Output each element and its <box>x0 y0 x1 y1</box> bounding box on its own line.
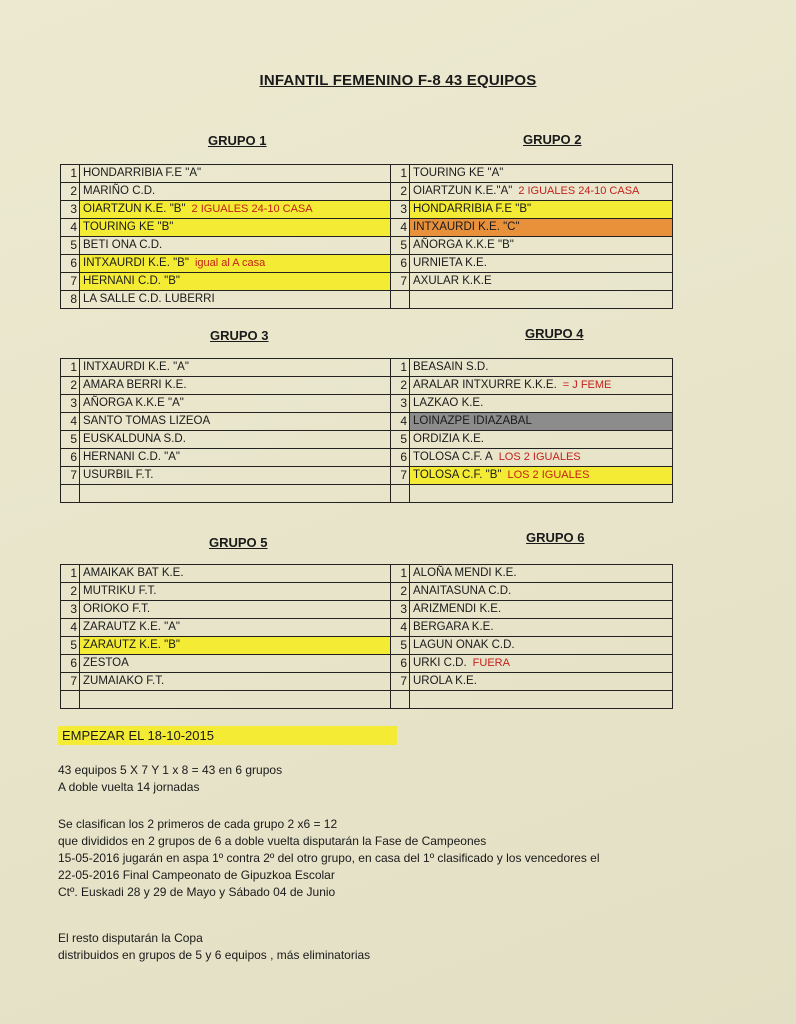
team-position: 1 <box>61 565 80 583</box>
team-name: TOLOSA C.F. "B" <box>413 469 502 481</box>
team-name: AXULAR K.K.E <box>413 275 492 287</box>
team-position: 4 <box>391 619 410 637</box>
team-cell <box>410 565 673 583</box>
team-position: 4 <box>61 619 80 637</box>
team-cell <box>80 655 391 673</box>
info-line: 15-05-2016 jugarán en aspa 1º contra 2º del otro grupo, en casa del 1º clasificado y los vencedores el <box>58 851 600 865</box>
team-position: 6 <box>391 449 410 467</box>
team-position: 3 <box>61 201 80 219</box>
team-name: HONDARRIBIA F.E "B" <box>413 203 532 215</box>
table-row <box>61 219 673 237</box>
team-cell <box>80 431 391 449</box>
team-name: OIARTZUN K.E. "B" <box>83 203 186 215</box>
team-name: LAGUN ONAK C.D. <box>413 639 515 651</box>
team-position: 2 <box>61 183 80 201</box>
team-position: 1 <box>61 359 80 377</box>
team-position: 3 <box>391 601 410 619</box>
team-position: 3 <box>61 601 80 619</box>
team-cell <box>410 395 673 413</box>
team-name: ZUMAIAKO F.T. <box>83 675 165 687</box>
table-row <box>61 691 673 709</box>
team-name: AMAIKAK BAT K.E. <box>83 567 184 579</box>
table-row <box>61 395 673 413</box>
team-cell <box>410 237 673 255</box>
team-cell <box>80 291 391 309</box>
team-position: 6 <box>61 449 80 467</box>
team-name: ORDIZIA K.E. <box>413 433 484 445</box>
team-cell <box>410 273 673 291</box>
team-name: EUSKALDUNA S.D. <box>83 433 186 445</box>
team-note: = J FEME <box>562 379 612 391</box>
team-cell <box>410 583 673 601</box>
team-name: ZARAUTZ K.E. "B" <box>83 639 180 651</box>
team-position: 7 <box>61 273 80 291</box>
team-position: 5 <box>61 431 80 449</box>
table-row <box>61 183 673 201</box>
team-position: 4 <box>391 413 410 431</box>
team-cell <box>80 377 391 395</box>
team-cell <box>410 449 673 467</box>
team-cell <box>80 201 391 219</box>
team-cell <box>410 601 673 619</box>
team-note: 2 IGUALES 24-10 CASA <box>191 203 313 215</box>
team-cell <box>80 673 391 691</box>
team-cell <box>80 359 391 377</box>
info-line: A doble vuelta 14 jornadas <box>58 780 200 794</box>
team-cell <box>80 601 391 619</box>
team-position: 6 <box>391 255 410 273</box>
team-note: FUERA <box>472 657 510 669</box>
team-note: LOS 2 IGUALES <box>507 469 590 481</box>
table-row <box>61 449 673 467</box>
table-row <box>61 583 673 601</box>
team-cell <box>80 413 391 431</box>
info-line: Se clasifican los 2 primeros de cada grupo 2 x6 = 12 <box>58 817 338 831</box>
team-position <box>61 485 80 503</box>
team-name: MUTRIKU F.T. <box>83 585 157 597</box>
group-4-title: GRUPO 4 <box>525 326 584 341</box>
team-name: INTXAURDI K.E. "A" <box>83 361 189 373</box>
team-position: 6 <box>61 655 80 673</box>
team-name: ZESTOA <box>83 657 129 669</box>
team-position: 1 <box>391 165 410 183</box>
table-row <box>61 291 673 309</box>
table-row <box>61 485 673 503</box>
team-position: 7 <box>61 673 80 691</box>
team-position: 3 <box>391 395 410 413</box>
team-position: 6 <box>391 655 410 673</box>
table-row <box>61 165 673 183</box>
info-line: Ctº. Euskadi 28 y 29 de Mayo y Sábado 04 de Junio <box>58 885 336 899</box>
team-position: 2 <box>391 583 410 601</box>
team-cell <box>410 255 673 273</box>
team-cell <box>410 291 673 309</box>
team-position: 2 <box>391 183 410 201</box>
team-name: TOLOSA C.F. A <box>413 451 493 463</box>
team-position: 4 <box>61 219 80 237</box>
team-cell <box>80 219 391 237</box>
team-name: ORIOKO F.T. <box>83 603 151 615</box>
team-position <box>391 485 410 503</box>
info-line: 22-05-2016 Final Campeonato de Gipuzkoa Escolar <box>58 868 335 882</box>
team-position: 1 <box>391 359 410 377</box>
team-position: 3 <box>61 395 80 413</box>
team-cell <box>80 583 391 601</box>
team-note: 2 IGUALES 24-10 CASA <box>518 185 640 197</box>
info-line: 43 equipos 5 X 7 Y 1 x 8 = 43 en 6 grupos <box>58 763 283 777</box>
group-2-title: GRUPO 2 <box>523 132 582 147</box>
team-name: INTXAURDI K.E. "C" <box>413 221 520 233</box>
team-cell <box>410 637 673 655</box>
info-block-2 <box>58 816 600 901</box>
team-name: ARIZMENDI K.E. <box>413 603 502 615</box>
team-position: 5 <box>61 237 80 255</box>
table-row <box>61 565 673 583</box>
team-position: 5 <box>391 431 410 449</box>
team-name: URNIETA K.E. <box>413 257 487 269</box>
team-cell <box>80 273 391 291</box>
table-row <box>61 601 673 619</box>
table-row <box>61 655 673 673</box>
info-line: que divididos en 2 grupos de 6 a doble vuelta disputarán la Fase de Campeones <box>58 834 487 848</box>
team-name: LAZKAO K.E. <box>413 397 484 409</box>
team-name: LA SALLE C.D. LUBERRI <box>83 293 215 305</box>
team-note: LOS 2 IGUALES <box>498 451 581 463</box>
team-name: URKI C.D. <box>413 657 467 669</box>
team-name: TOURING KE "B" <box>83 221 174 233</box>
team-cell <box>410 467 673 485</box>
team-position: 7 <box>391 673 410 691</box>
team-cell <box>410 183 673 201</box>
team-name: BERGARA K.E. <box>413 621 494 633</box>
team-cell <box>410 485 673 503</box>
info-line: distribuidos en grupos de 5 y 6 equipos , más eliminatorias <box>58 948 371 962</box>
team-position: 2 <box>391 377 410 395</box>
team-position: 2 <box>61 583 80 601</box>
team-cell <box>80 637 391 655</box>
team-name: AÑORGA K.K.E "A" <box>83 397 184 409</box>
team-name: USURBIL F.T. <box>83 469 154 481</box>
group-6-title: GRUPO 6 <box>526 530 585 545</box>
team-position: 5 <box>391 237 410 255</box>
team-position: 7 <box>61 467 80 485</box>
team-name: AMARA BERRI K.E. <box>83 379 187 391</box>
team-cell <box>410 673 673 691</box>
group-5-title: GRUPO 5 <box>209 535 268 550</box>
team-position: 5 <box>61 637 80 655</box>
team-cell <box>80 449 391 467</box>
team-position: 6 <box>61 255 80 273</box>
team-cell <box>80 395 391 413</box>
team-name: TOURING KE "A" <box>413 167 504 179</box>
team-cell <box>80 183 391 201</box>
table-row <box>61 413 673 431</box>
groups-3-4-table <box>60 358 673 503</box>
page-title: INFANTIL FEMENINO F-8 43 EQUIPOS <box>259 72 537 89</box>
team-name: BETI ONA C.D. <box>83 239 163 251</box>
table-row <box>61 359 673 377</box>
team-cell <box>410 619 673 637</box>
team-name: MARIÑO C.D. <box>83 185 156 197</box>
team-position <box>391 691 410 709</box>
team-cell <box>410 377 673 395</box>
team-position: 7 <box>391 467 410 485</box>
team-position <box>391 291 410 309</box>
team-cell <box>410 359 673 377</box>
team-name: HERNANI C.D. "A" <box>83 451 180 463</box>
team-name: HONDARRIBIA F.E "A" <box>83 167 202 179</box>
team-name: LOINAZPE IDIAZABAL <box>413 415 532 427</box>
team-position: 8 <box>61 291 80 309</box>
team-cell <box>410 413 673 431</box>
table-row <box>61 237 673 255</box>
table-row <box>61 273 673 291</box>
team-position: 1 <box>391 565 410 583</box>
team-name: SANTO TOMAS LIZEOA <box>83 415 211 427</box>
team-cell <box>410 201 673 219</box>
team-cell <box>410 431 673 449</box>
team-position <box>61 691 80 709</box>
table-row <box>61 377 673 395</box>
team-name: ARALAR INTXURRE K.K.E. <box>413 379 557 391</box>
team-name: BEASAIN S.D. <box>413 361 489 373</box>
team-note: igual al A casa <box>194 257 266 269</box>
start-date-banner: EMPEZAR EL 18-10-2015 <box>58 726 397 745</box>
team-position: 1 <box>61 165 80 183</box>
team-name: UROLA K.E. <box>413 675 477 687</box>
table-row <box>61 673 673 691</box>
info-block-3 <box>58 930 370 964</box>
table-row <box>61 619 673 637</box>
table-row <box>61 255 673 273</box>
team-position: 4 <box>61 413 80 431</box>
table-row <box>61 431 673 449</box>
group-1-title: GRUPO 1 <box>208 133 267 148</box>
team-cell <box>410 219 673 237</box>
team-name: OIARTZUN K.E."A" <box>413 185 513 197</box>
team-cell <box>80 619 391 637</box>
team-cell <box>410 165 673 183</box>
table-row <box>61 467 673 485</box>
team-cell <box>80 467 391 485</box>
groups-1-2-table <box>60 164 673 309</box>
team-position: 2 <box>61 377 80 395</box>
groups-5-6-table <box>60 564 673 709</box>
team-position: 5 <box>391 637 410 655</box>
team-position: 3 <box>391 201 410 219</box>
team-name: ALOÑA MENDI K.E. <box>413 567 517 579</box>
team-cell <box>80 565 391 583</box>
team-cell <box>410 691 673 709</box>
table-row <box>61 637 673 655</box>
table-row <box>61 201 673 219</box>
team-position: 4 <box>391 219 410 237</box>
team-cell <box>80 255 391 273</box>
info-block-1 <box>58 762 282 796</box>
team-cell <box>80 485 391 503</box>
info-line: El resto disputarán la Copa <box>58 931 203 945</box>
team-name: HERNANI C.D. "B" <box>83 275 180 287</box>
team-position: 7 <box>391 273 410 291</box>
team-name: AÑORGA K.K.E "B" <box>413 239 514 251</box>
group-3-title: GRUPO 3 <box>210 328 269 343</box>
team-name: ZARAUTZ K.E. "A" <box>83 621 180 633</box>
team-cell <box>80 691 391 709</box>
team-name: INTXAURDI K.E. "B" <box>83 257 189 269</box>
team-name: ANAITASUNA C.D. <box>413 585 512 597</box>
team-cell <box>80 165 391 183</box>
team-cell <box>410 655 673 673</box>
team-cell <box>80 237 391 255</box>
